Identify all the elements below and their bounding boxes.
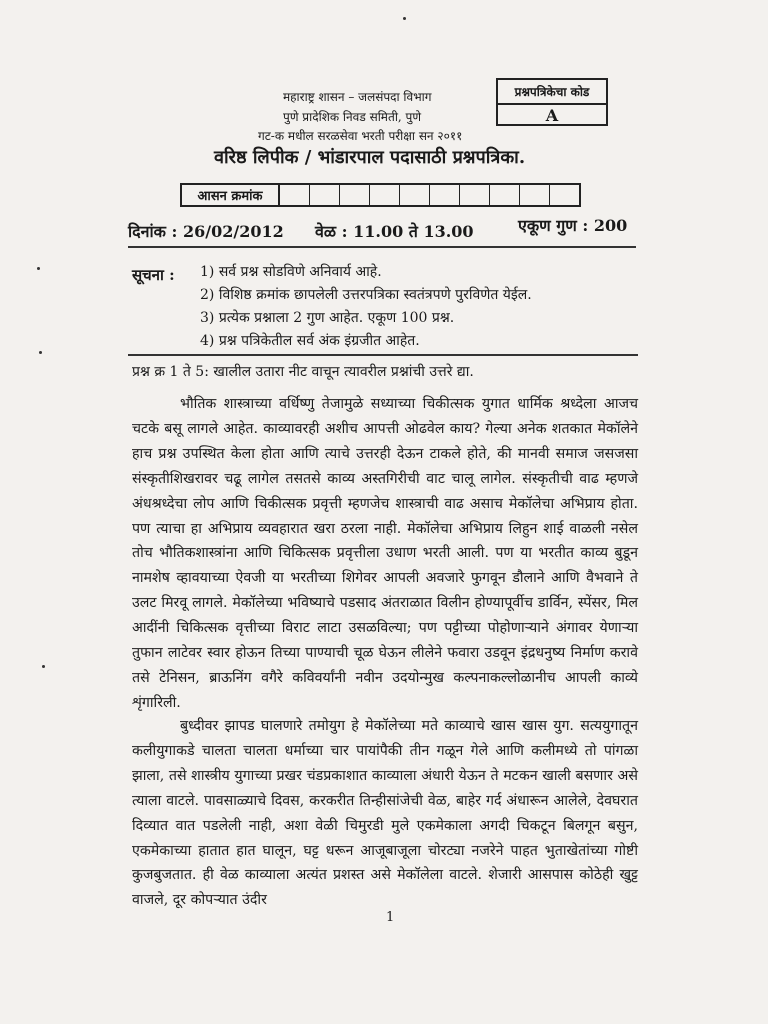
divider-top bbox=[128, 246, 636, 248]
scan-speck bbox=[37, 267, 40, 270]
seat-number-grid bbox=[180, 183, 581, 207]
header-department: महाराष्ट्र शासन – जलसंपदा विभाग bbox=[283, 90, 432, 104]
question-paper-code-box bbox=[496, 78, 608, 126]
header-exam-name: गट-क मधील सरळसेवा भरती परीक्षा सन २०११ bbox=[258, 129, 463, 143]
seat-cell bbox=[490, 185, 520, 205]
passage-paragraph-1: भौतिक शास्त्राच्या वर्धिष्णु तेजामुळे सध्याच्या चिकीत्सक युगात धार्मिक श्रध्देला आजच चटके बसू लागले आहेत. काव्यावरही अशीच आपत्ती ओढवेल काय? गेल्या अनेक शतकात मेकॉलेने हाच प्रश्न उपस्थित केला होता आणि त्याचे उत्तरही देऊन टाकले होते, की मानवी समाज जसजसा संस्कृतीशिखरावर चढू लागेल तसतसे काव्य अस्तगिरीची वाट चालू लागेल. संस्कृतीची वाढ म्हणजे अंधश्रध्देचा लोप आणि चिकीत्सक प्रवृत्ती म्हणजेच शास्त्राची वाढ असाच मेकॉलेचा अभिप्राय होता. पण त्याचा हा अभिप्राय व्यवहारात खरा ठरला नाही. मेकॉलेचा अभिप्राय लिहुन शाई वाळली नसेल तोच भौतिकशास्त्रांना आणि चिकित्सक प्रवृत्तीला उधाण भरती आली. पण या भरतीत काव्य बुडून नामशेष व्हावयाच्या ऐवजी या भरतीच्या शिगेवर आपली अवजारे फुगवून डौलाने आणि वैभवाने ते उलट मिरवू लागले. मेकॉलेच्या भविष्याचे पडसाद अंतराळात विलीन होण्यापूर्वीच डार्विन, स्पेंसर, मिल आदींनी चिकित्सक वृत्तीच्या विराट लाटा उसळविल्या; पण पट्टीच्या पोहोणाऱ्याने अंगावर येणाऱ्या तुफान लाटेवर स्वार होऊन तिच्या पाण्याची चूळ घेऊन लीलेने फवारा उडवून इंद्रधनुष्य निर्माण करावे तसे टेनिसन, ब्राऊनिंग वगैरे कविवर्यांनी नवीन उदयोन्मुख कल्पनाकल्लोळानीच आपली काव्ये शृंगारिली. bbox=[132, 396, 638, 711]
scan-speck bbox=[42, 665, 45, 668]
seat-number-label: आसन क्रमांक bbox=[182, 185, 280, 205]
instruction-item: 1) सर्व प्रश्न सोडविणे अनिवार्य आहे. bbox=[200, 264, 382, 280]
scan-speck bbox=[39, 351, 42, 354]
seat-cell bbox=[340, 185, 370, 205]
seat-cell bbox=[430, 185, 460, 205]
seat-cell bbox=[310, 185, 340, 205]
seat-cell bbox=[370, 185, 400, 205]
header-committee: पुणे प्रादेशिक निवड समिती, पुणे bbox=[283, 110, 422, 124]
seat-cell bbox=[280, 185, 310, 205]
page-number: 1 bbox=[386, 910, 395, 925]
exam-time: वेळ : 11.00 ते 13.00 bbox=[315, 222, 474, 241]
paper-title: वरिष्ठ लिपीक / भांडारपाल पदासाठी प्रश्नपत्रिका. bbox=[214, 147, 526, 168]
code-label: प्रश्नपत्रिकेचा कोड bbox=[498, 83, 606, 105]
total-marks: एकूण गुण : 200 bbox=[518, 216, 628, 235]
instruction-item: 3) प्रत्येक प्रश्नाला 2 गुण आहेत. एकूण 100 प्रश्न. bbox=[200, 310, 455, 326]
passage-paragraph-2: बुध्दीवर झापड घालणारे तमोयुग हे मेकॉलेच्या मते काव्याचे खास खास युग. सत्ययुगातून कलीयुगाकडे चालता चालता धर्माच्या चार पायांपैकी तीन गळून गेले आणि कलीमध्ये तो पांगळा झाला, तसे शास्त्रीय युगाच्या प्रखर चंडप्रकाशात काव्याला अंधारी येऊन ते मटकन खाली बसणार असे त्याला वाटले. पावसाळ्याचे दिवस, करकरीत तिन्हीसांजेची वेळ, बाहेर गर्द अंधारून आलेले, देवघरात दिव्यात वात पडलेली नाही, अशा वेळी चिमुरडी मुले एकमेकाला अगदी चिकटून बिलगून बसुन, एकमेकाच्या हातात हात घालून, घट्ट धरून आजूबाजूला चोरट्या नजरेने पाहत भुताखेतांच्या गोष्टी कुजबुजतात. ही वेळ काव्याला अत्यंत प्रशस्त असे मेकॉलेला वाटले. शेजारी आसपास कोठेही खुट्ट वाजले, दूर कोपऱ्यात उंदीर bbox=[132, 718, 638, 909]
seat-cell bbox=[550, 185, 579, 205]
question-heading: प्रश्न क्र 1 ते 5: खालील उतारा नीट वाचून त्यावरील प्रश्नांची उत्तरे द्या. bbox=[132, 364, 474, 380]
instructions-label: सूचना : bbox=[132, 266, 175, 284]
instruction-item: 2) विशिष्ठ क्रमांक छापलेली उत्तरपत्रिका स्वतंत्रपणे पुरविणेत येईल. bbox=[200, 287, 532, 303]
seat-cell bbox=[400, 185, 430, 205]
scan-speck bbox=[403, 17, 406, 20]
divider-bottom bbox=[128, 354, 638, 356]
exam-date: दिनांक : 26/02/2012 bbox=[128, 222, 284, 241]
code-value: A bbox=[545, 106, 559, 125]
seat-cell bbox=[520, 185, 550, 205]
seat-cell bbox=[460, 185, 490, 205]
instruction-item: 4) प्रश्न पत्रिकेतील सर्व अंक इंग्रजीत आहेत. bbox=[200, 333, 420, 349]
